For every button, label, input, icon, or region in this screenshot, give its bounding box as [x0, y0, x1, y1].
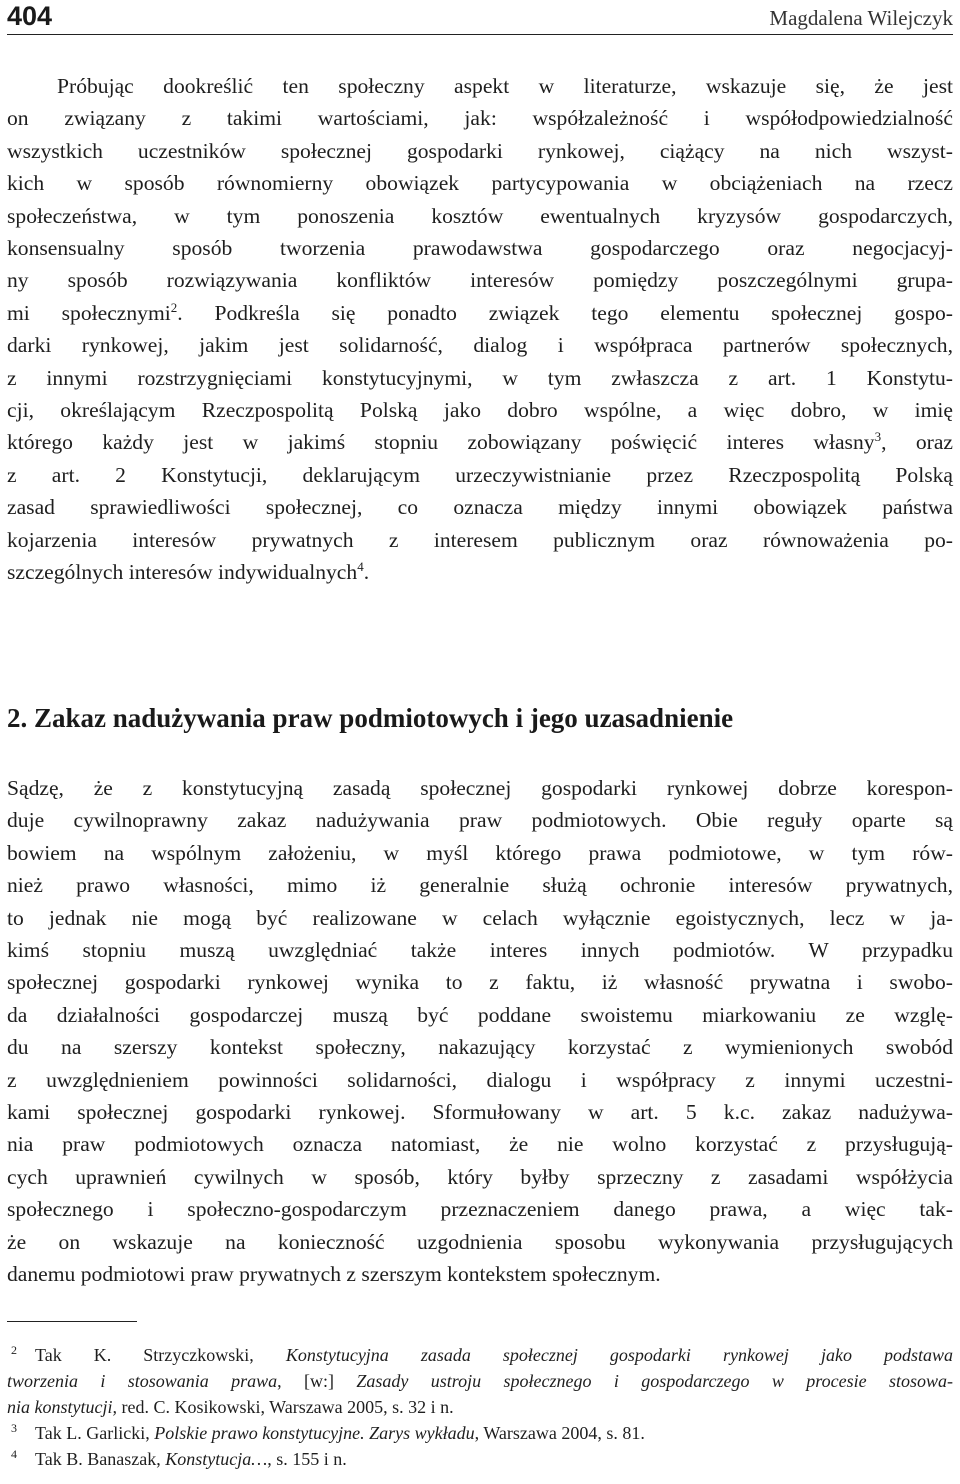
text-line: konsensualny sposób tworzenia prawodawstwa gospodarczego oraz negocjacyj-: [7, 236, 953, 261]
body-paragraph-1: [7, 70, 953, 589]
text-line: [7, 426, 953, 458]
text-line: kimś stopniu muszą uwzględniać także interes innych podmiotów. W przypadku: [7, 938, 953, 963]
footnote-line: 2 Tak K. Strzyczkowski, Konstytucyjna zasada społecznej gospodarki rynkowej jako podstawa: [11, 1343, 953, 1365]
text-line: bowiem na wspólnym założeniu, w myśl którego prawa podmiotowe, w tym rów-: [7, 840, 953, 865]
text-line: duje cywilnoprawny zakaz nadużywania praw podmiotowych. Obie reguły oparte są: [7, 808, 953, 833]
footnote-author: Tak K. Strzyczkowski,: [35, 1345, 286, 1365]
text-line: Próbując dookreślić ten społeczny aspekt w literaturze, wskazuje się, że jest: [57, 74, 953, 98]
footnote-separator: [7, 1321, 137, 1322]
footnote-line: [7, 1368, 953, 1394]
footnote-book-title: nia konstytucji,: [7, 1397, 117, 1417]
text-line: społecznej gospodarki rynkowej wynika to z faktu, iż własność prywatna i swobo-: [7, 970, 953, 995]
text-fragment: szczególnych interesów indywidualnych: [7, 560, 358, 585]
text-fragment: . Podkreśla się ponadto związek tego elementu społecznej gospo-: [177, 300, 953, 325]
text-line: du na szerszy kontekst społeczny, nakazujący korzystać z wymienionych swobód: [7, 1035, 953, 1060]
text-fragment: , oraz: [881, 430, 953, 455]
text-line: danemu podmiotowi praw prywatnych z szerszym kontekstem społecznym.: [7, 1262, 661, 1287]
text-line: Sądzę, że z konstytucyjną zasadą społecznej gospodarki rynkowej dobrze korespon-: [7, 776, 953, 800]
text-line: nia praw podmiotowych oznacza natomiast, że nie wolno korzystać z przysługują-: [7, 1132, 953, 1157]
footnote-4: 4 Tak B. Banaszak, Konstytucja…, s. 155 i n.: [11, 1447, 347, 1469]
text-line: [7, 556, 953, 588]
text-line: nież prawo własności, mimo iż generalnie służą ochronie interesów prywatnych,: [7, 873, 953, 898]
text-fragment: mi społecznymi: [7, 300, 171, 325]
text-line: że on wskazuje na konieczność uzgodnienia sposobu wykonywania przysługujących: [7, 1229, 953, 1254]
footnote-author: Tak L. Garlicki,: [35, 1423, 155, 1443]
footnote-text: , s. 155 i n.: [267, 1449, 347, 1469]
text-line: wszystkich uczestników społecznej gospodarki rynkowej, ciążący na nich wszyst-: [7, 138, 953, 163]
text-line: da działalności gospodarczej muszą być poddane swoistemu miarkowaniu ze wzglę-: [7, 1002, 953, 1027]
footnote-title: Konstytucyjna zasada społecznej gospodarki rynkowej jako podstawa: [285, 1345, 953, 1365]
text-line: kami społecznej gospodarki rynkowej. Sformułowany w art. 5 k.c. zakaz nadużywa-: [7, 1100, 953, 1125]
footnotes: [7, 1342, 953, 1472]
text-line: społeczeństwa, w tym ponoszenia kosztów ewentualnych kryzysów gospodarczych,: [7, 203, 953, 228]
page-number: 404: [7, 1, 53, 31]
text-line: z art. 2 Konstytucji, deklarującym urzeczywistnianie przez Rzeczpospolitą Polską: [7, 462, 953, 487]
footnote-author: Tak B. Banaszak,: [35, 1449, 166, 1469]
text-line: społecznego i społeczno-gospodarczym przeznaczeniem danego prawa, a więc tak-: [7, 1197, 953, 1222]
text-line: cji, określającym Rzeczpospolitą Polską jako dobro wspólne, a więc dobro, w imię: [7, 398, 953, 423]
body-paragraph-2: [7, 772, 953, 1291]
footnote-title: tworzenia i stosowania prawa: [7, 1371, 278, 1391]
text-line: to jednak nie mogą być realizowane w celach wyłącznie egoistycznych, lecz w ja-: [7, 905, 953, 930]
text-line: [7, 297, 953, 329]
text-line: z uwzględnieniem powinności solidarności, dialogu i współpracy z innymi uczestni-: [7, 1067, 953, 1092]
text-fragment: którego każdy jest w jakimś stopniu zobowiązany poświęcić interes własny: [7, 430, 875, 455]
section-heading: 2. Zakaz nadużywania praw podmiotowych i jego uzasadnienie: [7, 703, 734, 733]
text-line: zasad sprawiedliwości społecznej, co oznacza między innymi obowiązek państwa: [7, 495, 953, 520]
text-line: z innymi rozstrzygnięciami konstytucyjnymi, w tym zwłaszcza z art. 1 Konstytu-: [7, 365, 953, 390]
text-line: kich w sposób równomierny obowiązek partycypowania w obciążeniach na rzecz: [7, 171, 953, 196]
footnote-ref-4[interactable]: 4: [357, 558, 364, 574]
footnote-title: Konstytucja…: [165, 1449, 268, 1469]
running-head-author: Magdalena Wilejczyk: [769, 6, 953, 30]
footnote-ref-2[interactable]: 2: [170, 299, 178, 315]
footnote-ref-3[interactable]: 3: [874, 429, 882, 445]
footnote-line: [7, 1394, 953, 1420]
footnote-text: , Warszawa 2004, s. 81.: [474, 1423, 645, 1443]
footnote-book-title: Zasady ustroju społecznego i gospodarczego w procesie stosowa-: [356, 1371, 953, 1391]
footnote-text: red. C. Kosikowski, Warszawa 2005, s. 32 i n.: [116, 1397, 454, 1417]
text-fragment: .: [363, 560, 370, 585]
footnote-title: Polskie prawo konstytucyjne. Zarys wykładu: [154, 1423, 475, 1443]
text-line: kojarzenia interesów prywatnych z interesem publicznym oraz równoważenia po-: [7, 527, 953, 552]
footnote-text: , [w:]: [277, 1371, 357, 1391]
running-header: [7, 0, 953, 35]
text-line: on związany z takimi wartościami, jak: współzależność i współodpowiedzialność: [7, 106, 953, 131]
text-line: ny sposób rozwiązywania konfliktów interesów pomiędzy poszczególnymi grupa-: [7, 268, 953, 293]
footnote-2: [7, 1342, 953, 1420]
text-line: darki rynkowej, jakim jest solidarność, dialog i współpraca partnerów społecznych,: [7, 333, 953, 358]
text-line: cych uprawnień cywilnych w sposób, który byłby sprzeczny z zasadami współżycia: [7, 1164, 953, 1189]
footnote-3: 3 Tak L. Garlicki, Polskie prawo konstytucyjne. Zarys wykładu, Warszawa 2004, s. 81.: [11, 1421, 645, 1443]
